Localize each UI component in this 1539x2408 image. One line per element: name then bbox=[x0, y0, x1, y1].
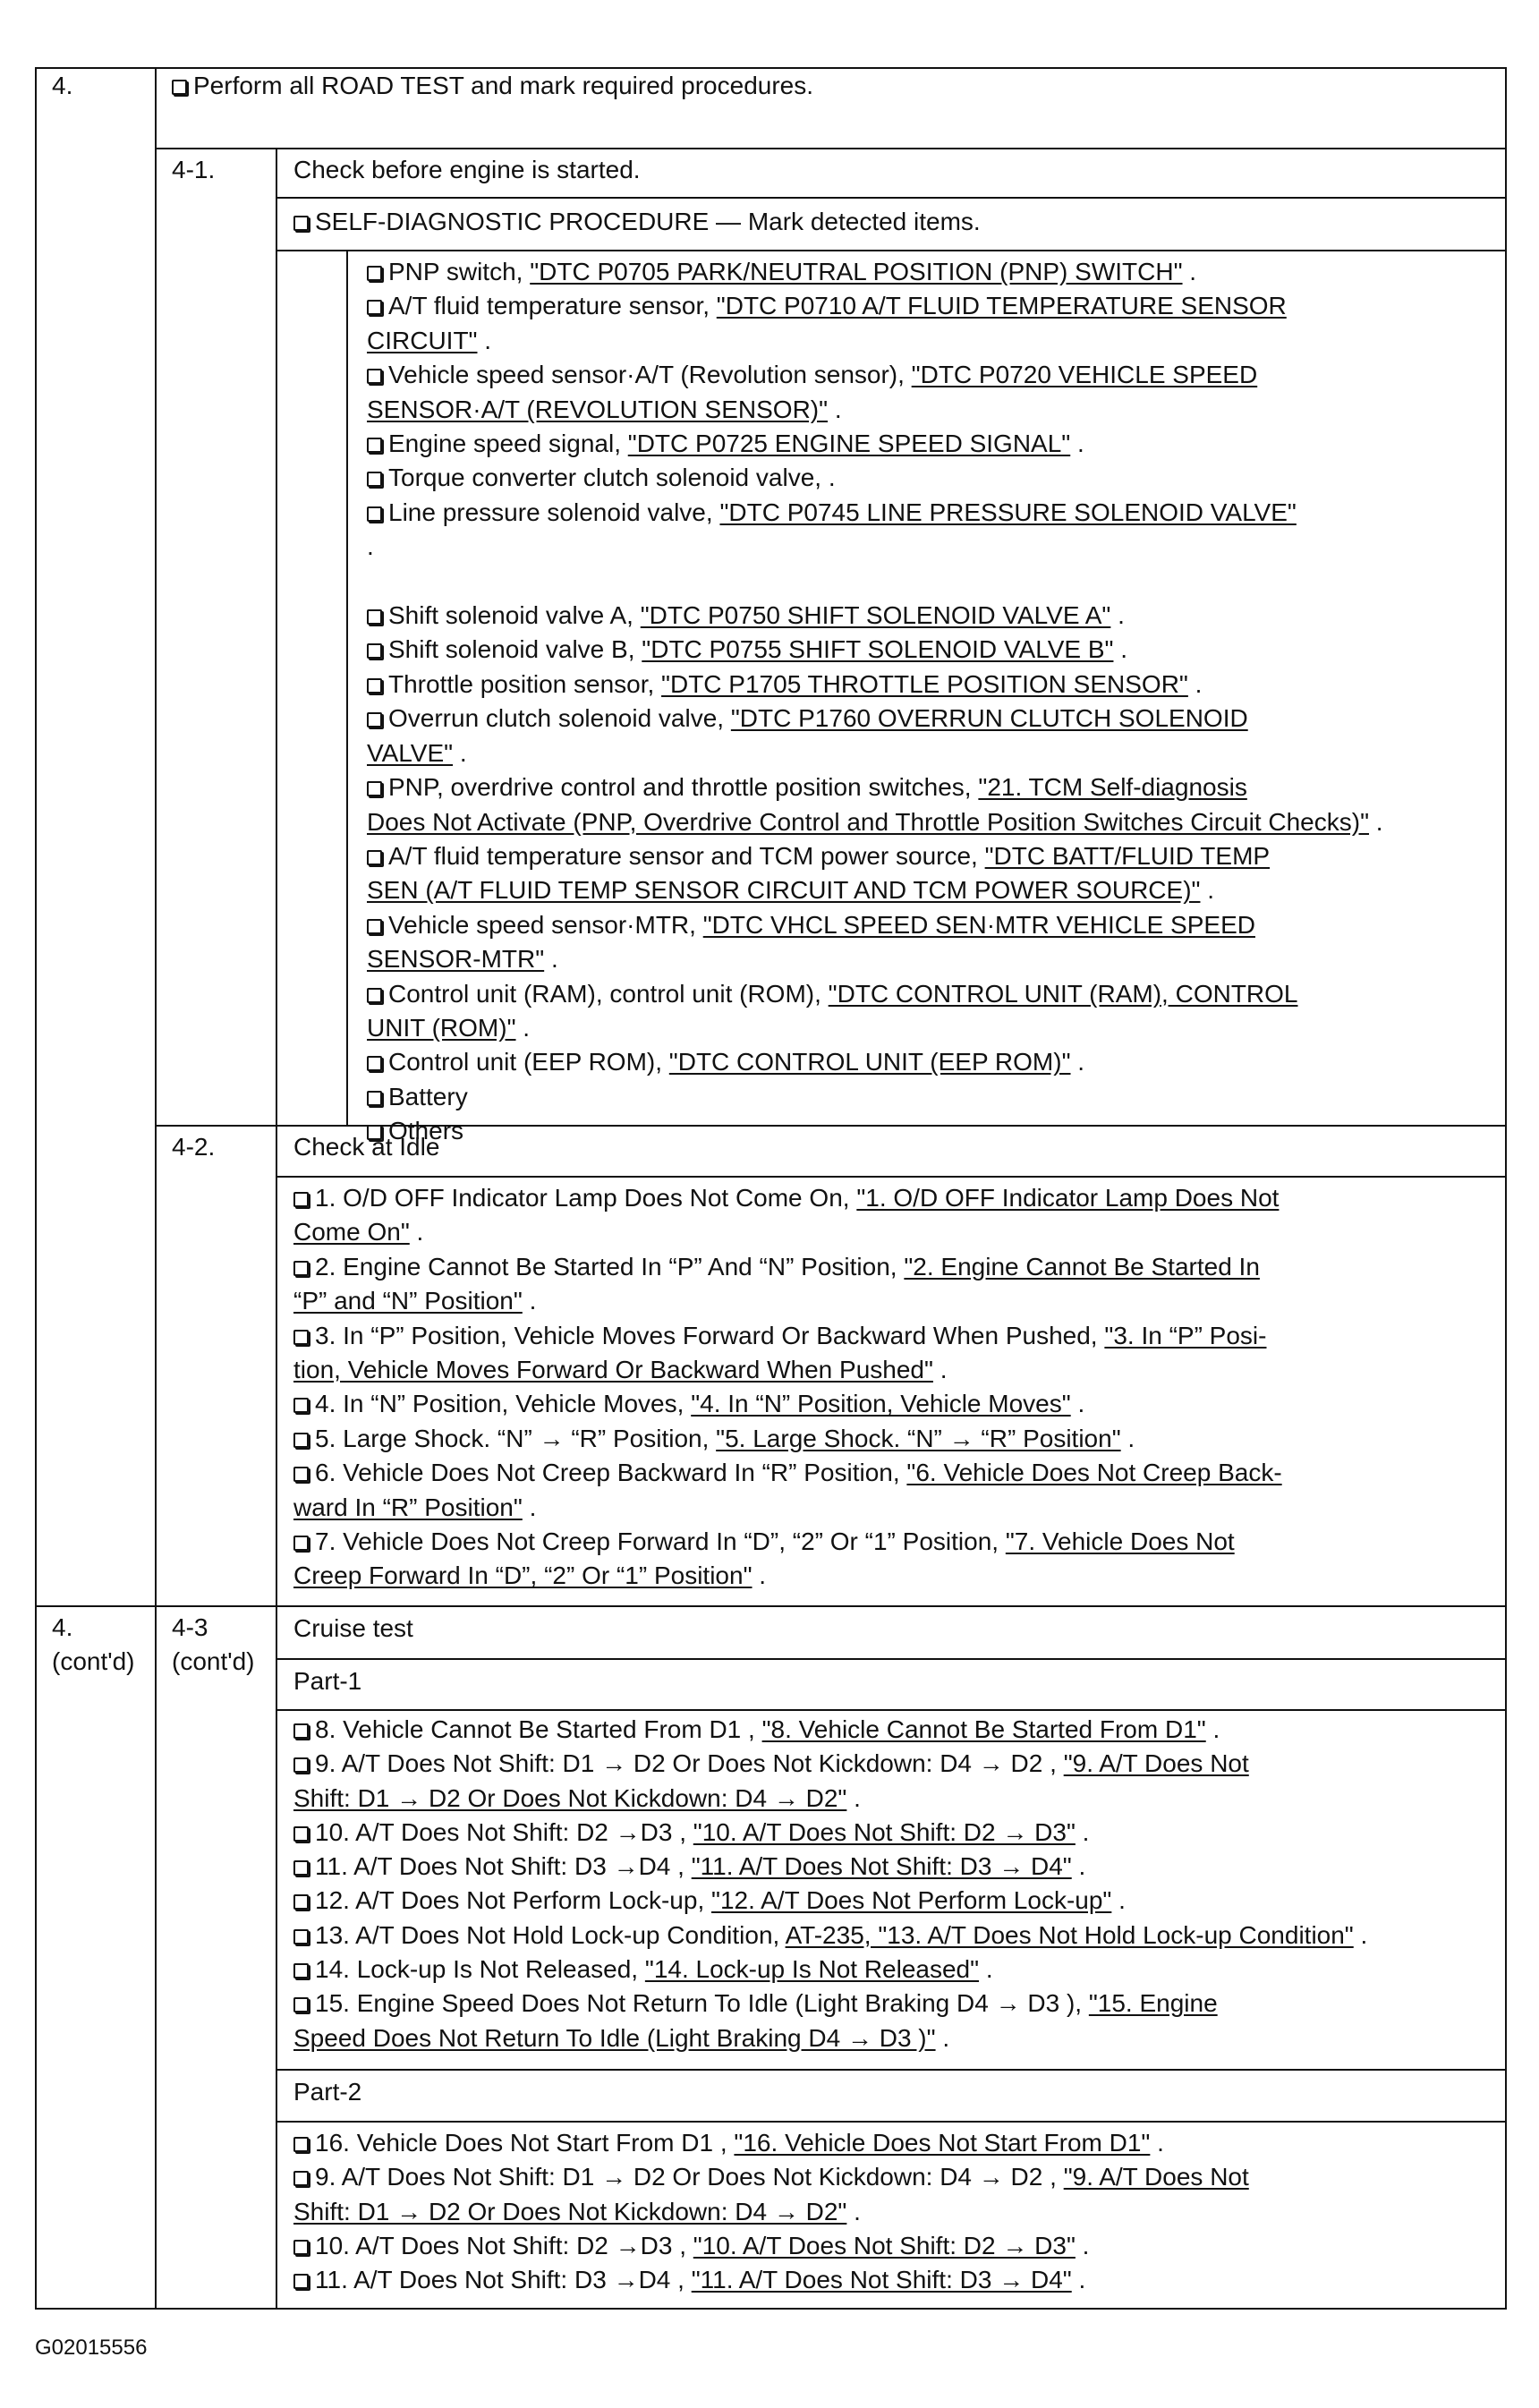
list-item bbox=[367, 908, 1383, 942]
subsection-title: Check at Idle bbox=[293, 1133, 440, 1161]
reference-link[interactable]: "DTC P1760 OVERRUN CLUTCH SOLENOID bbox=[730, 704, 1248, 733]
item-suffix: . bbox=[1187, 669, 1203, 698]
checkbox-icon[interactable] bbox=[293, 1536, 309, 1551]
section-number-cont: 4. (cont'd) bbox=[52, 1613, 135, 1675]
list-item bbox=[293, 1422, 1282, 1456]
item-text: Throttle position sensor, bbox=[388, 669, 662, 698]
item-text: 2. Engine Cannot Be Started In “P” And “N” Position, bbox=[315, 1252, 905, 1281]
checkbox-icon[interactable] bbox=[367, 472, 382, 487]
checkbox-icon[interactable] bbox=[367, 369, 382, 384]
list-item bbox=[367, 1080, 1383, 1114]
list-item bbox=[293, 1850, 1367, 1884]
item-suffix: . bbox=[367, 532, 374, 561]
item-text: 5. Large Shock. “N” → “R” Position, bbox=[315, 1424, 717, 1452]
list-item bbox=[367, 496, 1383, 530]
checkbox-icon[interactable] bbox=[367, 506, 382, 522]
subsection-number-cont: 4-3 (cont'd) bbox=[172, 1613, 255, 1675]
checkbox-icon[interactable] bbox=[293, 2240, 309, 2255]
section-number: 4. bbox=[52, 72, 73, 99]
reference-link[interactable]: SEN (A/T FLUID TEMP SENSOR CIRCUIT AND TCM POWER SOURCE)" bbox=[367, 876, 1201, 905]
item-text: 12. A/T Does Not Perform Lock-up, bbox=[315, 1886, 712, 1915]
checkbox-icon[interactable] bbox=[367, 850, 382, 865]
checkbox-icon[interactable] bbox=[293, 1860, 309, 1876]
item-text: 10. A/T Does Not Shift: D2 →D3 , bbox=[315, 2231, 693, 2259]
list-item bbox=[367, 839, 1383, 873]
list-item-continuation bbox=[293, 1215, 1282, 1249]
item-suffix: . bbox=[522, 1287, 537, 1315]
reference-link[interactable]: Speed Does Not Return To Idle (Light Braking D4 → D3 )" bbox=[293, 2023, 936, 2052]
reference-link[interactable]: "7. Vehicle Does Not bbox=[1005, 1527, 1235, 1556]
idle-check-list bbox=[293, 1181, 1282, 1594]
item-suffix: . bbox=[1070, 1048, 1085, 1076]
list-item-continuation bbox=[367, 873, 1383, 907]
reference-link[interactable]: Creep Forward In “D”, “2” Or “1” Position" bbox=[293, 1561, 752, 1590]
list-item bbox=[293, 1919, 1367, 1953]
item-text: Engine speed signal, bbox=[388, 430, 628, 458]
list-item bbox=[293, 2263, 1249, 2297]
checkbox-icon[interactable] bbox=[367, 712, 382, 728]
checkbox-icon[interactable] bbox=[293, 1467, 309, 1482]
list-item-continuation bbox=[293, 1491, 1282, 1525]
item-suffix: . bbox=[1111, 1886, 1126, 1915]
reference-link[interactable]: "16. Vehicle Does Not Start From D1" bbox=[734, 2129, 1151, 2157]
reference-link[interactable]: "2. Engine Cannot Be Started In bbox=[904, 1252, 1260, 1281]
reference-link[interactable]: tion, Vehicle Moves Forward Or Backward When Pushed" bbox=[293, 1356, 933, 1384]
item-text: Vehicle speed sensor·A/T (Revolution sensor), bbox=[388, 361, 912, 389]
list-item bbox=[367, 702, 1383, 736]
list-spacer bbox=[367, 565, 1383, 599]
reference-link[interactable]: "DTC VHCL SPEED SEN·MTR VEHICLE SPEED bbox=[702, 910, 1255, 939]
item-text: Shift solenoid valve B, bbox=[388, 635, 642, 664]
item-suffix: . bbox=[515, 1013, 531, 1042]
item-text: 7. Vehicle Does Not Creep Forward In “D”, “2” Or “1” Position, bbox=[315, 1527, 1006, 1556]
list-item bbox=[367, 668, 1383, 702]
list-item bbox=[367, 358, 1383, 392]
section-intro: Perform all ROAD TEST and mark required procedures. bbox=[172, 68, 813, 103]
reference-link[interactable]: Shift: D1 → D2 Or Does Not Kickdown: D4 → D2" bbox=[293, 1783, 847, 1812]
checkbox-icon[interactable] bbox=[367, 266, 382, 281]
checkbox-icon[interactable] bbox=[293, 1261, 309, 1276]
item-suffix: . bbox=[409, 1218, 424, 1247]
reference-link[interactable]: "4. In “N” Position, Vehicle Moves" bbox=[691, 1390, 1071, 1418]
reference-link[interactable]: ward In “R” Position" bbox=[293, 1493, 523, 1521]
checkbox-icon[interactable] bbox=[293, 1723, 309, 1739]
item-suffix: . bbox=[1182, 258, 1197, 285]
reference-link[interactable]: "15. Engine bbox=[1088, 1989, 1218, 2018]
item-suffix: . bbox=[1113, 635, 1128, 664]
checkbox-icon[interactable] bbox=[293, 216, 309, 231]
checkbox-icon[interactable] bbox=[293, 1997, 309, 2012]
item-suffix: . bbox=[1110, 601, 1125, 630]
checkbox-icon[interactable] bbox=[367, 438, 382, 453]
part-1-list bbox=[293, 1713, 1367, 2055]
item-suffix: . bbox=[1353, 1920, 1368, 1949]
item-suffix: . bbox=[1120, 1424, 1135, 1452]
checkbox-icon[interactable] bbox=[293, 1330, 309, 1345]
item-suffix: . bbox=[828, 395, 842, 423]
subsection-number: 4-2. bbox=[172, 1133, 216, 1161]
item-text: 9. A/T Does Not Shift: D1 → D2 Or Does Not Kickdown: D4 → D2 , bbox=[315, 2163, 1064, 2191]
checkbox-icon[interactable] bbox=[367, 919, 382, 934]
item-suffix: . bbox=[752, 1561, 767, 1590]
part-1-label: Part-1 bbox=[293, 1667, 362, 1695]
reference-link[interactable]: "DTC P0750 SHIFT SOLENOID VALVE A" bbox=[640, 601, 1111, 630]
list-item bbox=[367, 461, 1383, 495]
item-text: Control unit (EEP ROM), bbox=[388, 1048, 669, 1076]
checkbox-icon[interactable] bbox=[367, 781, 382, 796]
list-item bbox=[293, 1713, 1367, 1747]
item-text: 4. In “N” Position, Vehicle Moves, bbox=[315, 1390, 692, 1418]
list-item bbox=[367, 255, 1383, 289]
list-item bbox=[367, 633, 1383, 667]
list-item bbox=[293, 1181, 1282, 1215]
item-text: 16. Vehicle Does Not Start From D1 , bbox=[315, 2129, 735, 2157]
reference-link[interactable]: VALVE" bbox=[367, 738, 454, 767]
checkbox-icon[interactable] bbox=[293, 2137, 309, 2152]
item-suffix: . bbox=[544, 945, 558, 974]
item-suffix: . bbox=[932, 1356, 948, 1384]
item-text: 11. A/T Does Not Shift: D3 →D4 , bbox=[315, 1852, 692, 1881]
reference-link[interactable]: "12. A/T Does Not Perform Lock-up" bbox=[711, 1886, 1112, 1915]
checkbox-icon[interactable] bbox=[367, 609, 382, 625]
reference-link[interactable]: "10. A/T Does Not Shift: D2 → D3" bbox=[693, 2231, 1076, 2259]
part-2-label: Part-2 bbox=[293, 2078, 362, 2106]
checkbox-icon[interactable] bbox=[367, 678, 382, 693]
reference-link[interactable]: Come On" bbox=[293, 1218, 410, 1247]
list-item bbox=[293, 1747, 1367, 1781]
checkbox-icon[interactable] bbox=[293, 1433, 309, 1448]
list-item bbox=[367, 427, 1383, 461]
list-item bbox=[293, 1456, 1282, 1490]
checkbox-icon[interactable] bbox=[293, 1757, 309, 1773]
figure-id: G02015556 bbox=[35, 2336, 148, 2360]
reference-link[interactable]: "DTC P0725 ENGINE SPEED SIGNAL" bbox=[627, 430, 1071, 458]
list-item-continuation bbox=[367, 736, 1383, 770]
list-item bbox=[367, 599, 1383, 633]
item-text: PNP, overdrive control and throttle position switches, bbox=[388, 773, 979, 802]
subsection-title: Cruise test bbox=[293, 1614, 413, 1642]
reference-link[interactable]: "1. O/D OFF Indicator Lamp Does Not bbox=[856, 1184, 1280, 1212]
reference-link[interactable]: "5. Large Shock. “N” → “R” Position" bbox=[716, 1424, 1121, 1452]
list-item bbox=[293, 1884, 1367, 1918]
list-item bbox=[293, 1525, 1282, 1559]
list-item bbox=[293, 1953, 1367, 1987]
item-suffix: . bbox=[1071, 1852, 1086, 1881]
list-item bbox=[293, 2160, 1249, 2194]
self-diag-list bbox=[367, 255, 1383, 1149]
item-text: 6. Vehicle Does Not Creep Backward In “R” Position, bbox=[315, 1459, 907, 1487]
reference-link[interactable]: "6. Vehicle Does Not Creep Back- bbox=[906, 1459, 1282, 1487]
reference-link[interactable]: "11. A/T Does Not Shift: D3 → D4" bbox=[691, 1852, 1072, 1881]
list-item bbox=[293, 1987, 1367, 2021]
list-item bbox=[293, 2126, 1249, 2160]
reference-link[interactable]: "DTC P0720 VEHICLE SPEED bbox=[911, 361, 1258, 389]
item-text: Battery bbox=[388, 1082, 468, 1110]
reference-link[interactable]: "DTC P0710 A/T FLUID TEMPERATURE SENSOR bbox=[716, 292, 1287, 320]
item-text: Line pressure solenoid valve, bbox=[388, 498, 720, 526]
list-item bbox=[367, 1114, 1383, 1148]
reference-link[interactable]: "14. Lock-up Is Not Released" bbox=[644, 1955, 980, 1984]
item-suffix: . bbox=[846, 2197, 861, 2225]
checkbox-icon[interactable] bbox=[293, 2274, 309, 2289]
item-text: Others bbox=[388, 1117, 464, 1145]
item-suffix: . bbox=[1070, 430, 1084, 458]
list-item-continuation bbox=[367, 1011, 1383, 1045]
item-suffix: . bbox=[979, 1955, 993, 1984]
list-item bbox=[367, 977, 1383, 1011]
item-suffix: . bbox=[522, 1493, 537, 1521]
subsection-number: 4-1. bbox=[172, 156, 216, 183]
reference-link[interactable]: AT-235, "13. A/T Does Not Hold Lock-up Condition" bbox=[785, 1920, 1354, 1949]
item-text: Overrun clutch solenoid valve, bbox=[388, 704, 731, 733]
item-text: 10. A/T Does Not Shift: D2 →D3 , bbox=[315, 1817, 693, 1846]
checkbox-icon[interactable] bbox=[293, 1929, 309, 1944]
item-text: 1. O/D OFF Indicator Lamp Does Not Come On, bbox=[315, 1184, 857, 1212]
reference-link[interactable]: "10. A/T Does Not Shift: D2 → D3" bbox=[693, 1817, 1076, 1846]
item-text: 15. Engine Speed Does Not Return To Idle (Light Braking D4 → D3 ), bbox=[315, 1989, 1089, 2018]
checkbox-icon[interactable] bbox=[293, 2171, 309, 2186]
checkbox-icon[interactable] bbox=[367, 643, 382, 659]
list-item-continuation bbox=[293, 1353, 1282, 1387]
item-text: 3. In “P” Position, Vehicle Moves Forward Or Backward When Pushed, bbox=[315, 1321, 1105, 1349]
list-item bbox=[293, 1319, 1282, 1353]
checkbox-icon[interactable] bbox=[293, 1398, 309, 1413]
item-suffix: . bbox=[1071, 2266, 1086, 2294]
item-text: PNP switch, bbox=[388, 258, 531, 285]
list-item bbox=[293, 1816, 1367, 1850]
reference-link[interactable]: SENSOR-MTR" bbox=[367, 945, 545, 974]
checkbox-icon[interactable] bbox=[367, 988, 382, 1003]
list-item bbox=[293, 1387, 1282, 1421]
list-item bbox=[367, 770, 1383, 804]
list-item-continuation bbox=[293, 1782, 1367, 1816]
item-suffix: . bbox=[1075, 2231, 1090, 2259]
list-item-continuation bbox=[367, 942, 1383, 976]
item-suffix: . bbox=[1150, 2129, 1164, 2157]
item-text: 14. Lock-up Is Not Released, bbox=[315, 1955, 645, 1984]
item-text: Shift solenoid valve A, bbox=[388, 601, 641, 630]
list-item-continuation bbox=[293, 2195, 1249, 2229]
subsection-title: Check before engine is started. bbox=[293, 156, 641, 183]
item-text: Torque converter clutch solenoid valve, . bbox=[388, 464, 836, 492]
reference-link[interactable]: "21. TCM Self-diagnosis bbox=[978, 773, 1247, 802]
list-item-continuation bbox=[367, 393, 1383, 427]
item-text: 11. A/T Does Not Shift: D3 →D4 , bbox=[315, 2266, 692, 2294]
checkbox-icon[interactable] bbox=[367, 1091, 382, 1106]
list-item-continuation bbox=[293, 1284, 1282, 1318]
checkbox-icon[interactable] bbox=[293, 1826, 309, 1842]
reference-link[interactable]: "DTC P0745 LINE PRESSURE SOLENOID VALVE" bbox=[719, 498, 1297, 526]
reference-link[interactable]: CIRCUIT" bbox=[367, 326, 478, 354]
reference-link[interactable]: "DTC BATT/FLUID TEMP bbox=[984, 841, 1271, 870]
item-text: Control unit (RAM), control unit (ROM), bbox=[388, 979, 829, 1008]
item-suffix: . bbox=[935, 2023, 950, 2052]
reference-link[interactable]: "9. A/T Does Not bbox=[1063, 1749, 1249, 1778]
list-item bbox=[293, 2229, 1249, 2263]
reference-link[interactable]: "DTC P1705 THROTTLE POSITION SENSOR" bbox=[661, 669, 1188, 698]
reference-link[interactable]: Shift: D1 → D2 Or Does Not Kickdown: D4 → D2" bbox=[293, 2197, 847, 2225]
list-item-continuation bbox=[293, 2021, 1367, 2055]
reference-link[interactable]: "9. A/T Does Not bbox=[1063, 2163, 1249, 2191]
list-item bbox=[293, 1250, 1282, 1284]
self-diag-heading: SELF-DIAGNOSTIC PROCEDURE — Mark detected items. bbox=[293, 204, 981, 239]
checkbox-icon[interactable] bbox=[293, 1963, 309, 1978]
reference-link[interactable]: "3. In “P” Posi- bbox=[1104, 1321, 1267, 1349]
checkbox-icon[interactable] bbox=[367, 1056, 382, 1071]
checkbox-icon[interactable] bbox=[293, 1192, 309, 1207]
item-suffix: . bbox=[477, 326, 492, 354]
item-text: A/T fluid temperature sensor and TCM power source, bbox=[388, 841, 985, 870]
item-suffix: . bbox=[1369, 807, 1383, 836]
list-item bbox=[367, 289, 1383, 323]
reference-link[interactable]: "11. A/T Does Not Shift: D3 → D4" bbox=[691, 2266, 1072, 2294]
item-text: A/T fluid temperature sensor, bbox=[388, 292, 717, 320]
checkbox-icon[interactable] bbox=[367, 300, 382, 315]
item-suffix: . bbox=[846, 1783, 861, 1812]
reference-link[interactable]: SENSOR·A/T (REVOLUTION SENSOR)" bbox=[367, 395, 829, 423]
reference-link[interactable]: UNIT (ROM)" bbox=[367, 1013, 516, 1042]
reference-link[interactable]: Does Not Activate (PNP, Overdrive Control and Throttle Position Switches Circuit Checks)" bbox=[367, 807, 1370, 836]
reference-link[interactable]: "DTC CONTROL UNIT (EEP ROM)" bbox=[668, 1048, 1071, 1076]
reference-link[interactable]: "DTC P0705 PARK/NEUTRAL POSITION (PNP) SWITCH" bbox=[530, 258, 1183, 285]
list-item-continuation bbox=[367, 805, 1383, 839]
list-item-continuation bbox=[293, 1559, 1282, 1593]
checkbox-icon[interactable] bbox=[172, 80, 187, 95]
item-suffix: . bbox=[453, 738, 467, 767]
item-text: 13. A/T Does Not Hold Lock-up Condition, bbox=[315, 1920, 786, 1949]
reference-link[interactable]: "DTC CONTROL UNIT (RAM), CONTROL bbox=[828, 979, 1298, 1008]
item-text: 8. Vehicle Cannot Be Started From D1 , bbox=[315, 1715, 762, 1743]
item-suffix: . bbox=[1200, 876, 1215, 905]
part-2-list bbox=[293, 2126, 1249, 2297]
reference-link[interactable]: "DTC P0755 SHIFT SOLENOID VALVE B" bbox=[642, 635, 1114, 664]
item-suffix: . bbox=[1205, 1715, 1220, 1743]
checkbox-icon[interactable] bbox=[293, 1894, 309, 1910]
list-item bbox=[367, 1045, 1383, 1079]
item-suffix: . bbox=[1070, 1390, 1085, 1418]
item-suffix: . bbox=[1075, 1817, 1090, 1846]
item-text: 9. A/T Does Not Shift: D1 → D2 Or Does Not Kickdown: D4 → D2 , bbox=[315, 1749, 1064, 1778]
list-item-continuation bbox=[367, 530, 1383, 564]
reference-link[interactable]: "8. Vehicle Cannot Be Started From D1" bbox=[761, 1715, 1206, 1743]
reference-link[interactable]: “P” and “N” Position" bbox=[293, 1287, 523, 1315]
list-item-continuation bbox=[367, 324, 1383, 358]
item-text: Vehicle speed sensor·MTR, bbox=[388, 910, 703, 939]
